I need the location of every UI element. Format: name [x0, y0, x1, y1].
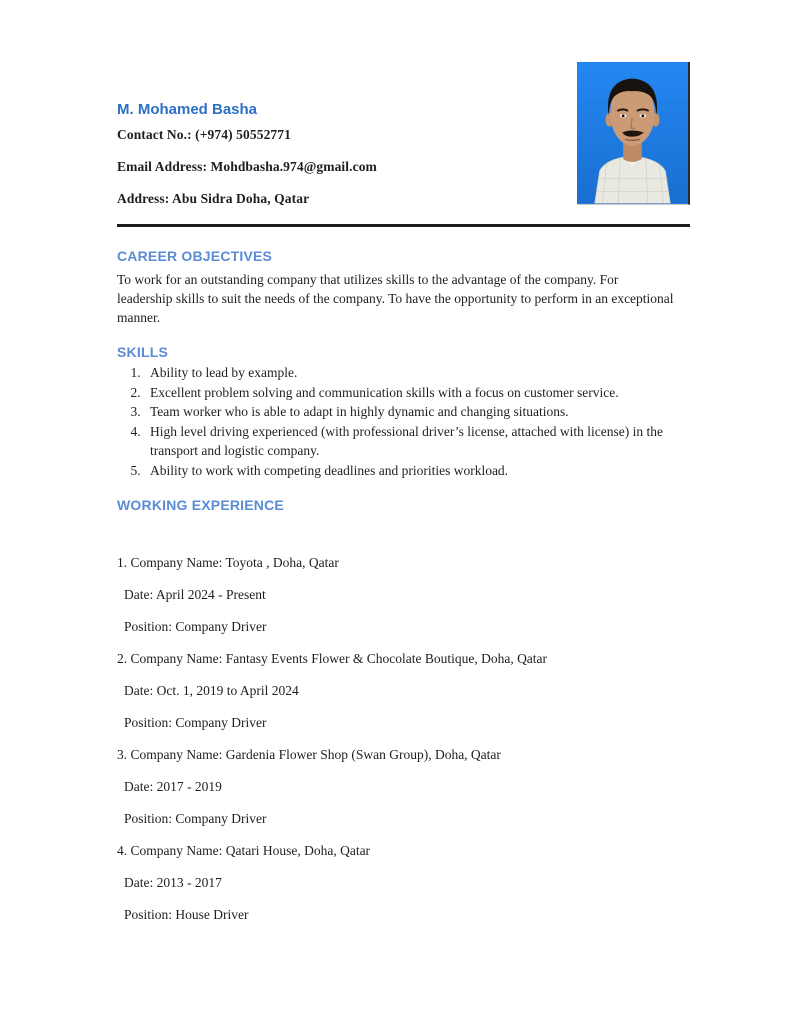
position: Position: Company Driver — [124, 811, 267, 826]
position: Position: House Driver — [124, 907, 249, 922]
company-name: 1. Company Name: Toyota , Doha, Qatar — [117, 555, 339, 570]
skill-item: 4. High level driving experienced (with professional driver’s license, attached with license) in the transport and logistic company. — [144, 422, 690, 461]
experience-entry — [117, 554, 690, 636]
company-name: 2. Company Name: Fantasy Events Flower & Chocolate Boutique, Doha, Qatar — [117, 651, 548, 666]
skill-item: 5. Ability to work with competing deadlines and priorities workload. — [144, 461, 690, 481]
contact-number: Contact No.: (+974) 50552771 — [117, 127, 291, 142]
applicant-name: M. Mohamed Basha — [117, 101, 258, 118]
skills-heading: SKILLS — [117, 344, 168, 360]
skill-item: 1. Ability to lead by example. — [144, 363, 690, 383]
email-address: Email Address: Mohdbasha.974@gmail.com — [117, 159, 377, 174]
career-objectives-text: To work for an outstanding company that utilizes skills to the advantage of the company. For leadership skills to suit the needs of the company. To have the opportunity to perform in an exceptional manner. — [117, 272, 674, 325]
company-name: 4. Company Name: Qatari House, Doha, Qatar — [117, 843, 371, 858]
experience-entry — [117, 842, 690, 924]
resume-content — [117, 0, 690, 924]
experience-entry — [117, 746, 690, 828]
career-objectives-heading: CAREER OBJECTIVES — [117, 248, 273, 264]
position: Position: Company Driver — [124, 715, 267, 730]
employment-date: Date: Oct. 1, 2019 to April 2024 — [124, 683, 299, 698]
skills-list — [117, 363, 690, 480]
experience-entry — [117, 650, 690, 732]
working-experience-heading: WORKING EXPERIENCE — [117, 497, 284, 513]
company-name: 3. Company Name: Gardenia Flower Shop (Swan Group), Doha, Qatar — [117, 747, 501, 762]
position: Position: Company Driver — [124, 619, 267, 634]
skill-item: 3. Team worker who is able to adapt in highly dynamic and changing situations. — [144, 402, 690, 422]
experience-entries — [117, 554, 690, 924]
employment-date: Date: 2017 - 2019 — [124, 779, 222, 794]
header-divider — [117, 224, 690, 227]
skill-item: 2. Excellent problem solving and communication skills with a focus on customer service. — [144, 383, 690, 403]
home-address: Address: Abu Sidra Doha, Qatar — [117, 191, 310, 206]
employment-date: Date: April 2024 - Present — [124, 587, 266, 602]
employment-date: Date: 2013 - 2017 — [124, 875, 222, 890]
